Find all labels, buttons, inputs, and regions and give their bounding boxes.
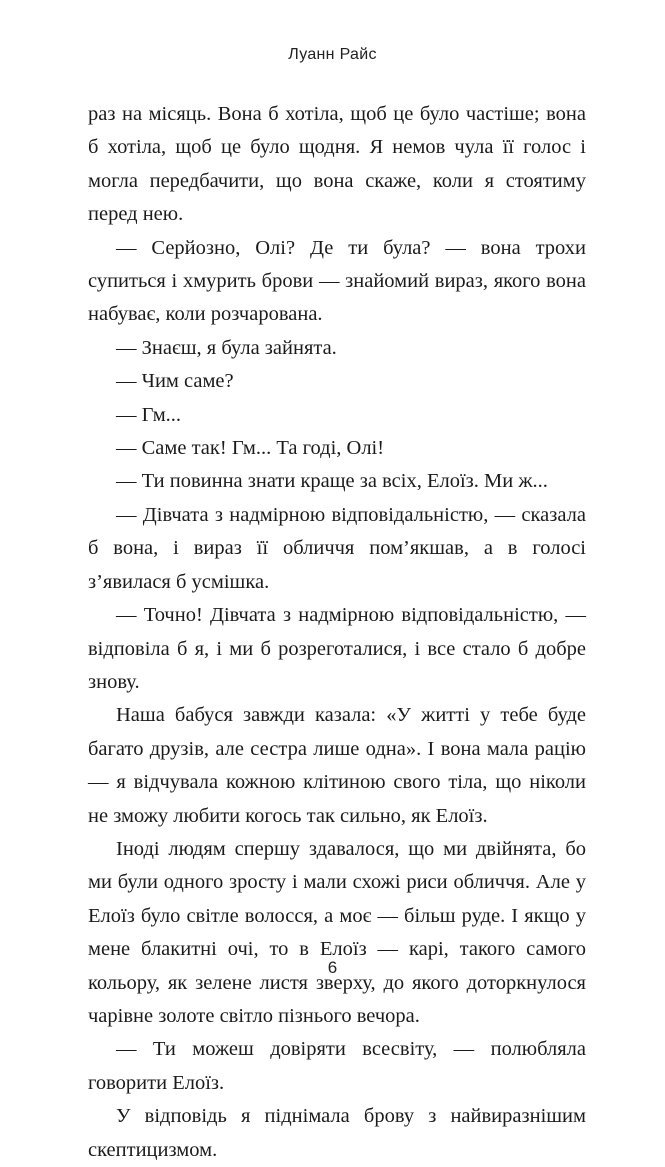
paragraph-2: — Серйозно, Олі? Де ти була? — вона трохи супиться і хмурить брови — знайомий вираз, якого вона набуває, коли розчарована.: [88, 236, 586, 326]
paragraph-8: — Дівчата з надмірною відповідальністю, — сказала б вона, і вираз її обличчя пом’якшав, а в голосі з’явилася б усмішка.: [88, 503, 586, 593]
paragraph-11: Іноді людям спершу здавалося, що ми двійнята, бо ми були одного зросту і мали схожі риси обличчя. Але у Елоїз було світле волосся, а моє — більш руде. І якщо у мене блакитні очі, то в Елоїз — карі, такого самого кольору, як зелене листя зверху, до якого доторкнулося чарівне золоте світло пізнього вечора.: [88, 837, 586, 1027]
paragraph-5: — Гм...: [116, 403, 182, 426]
paragraph-4: — Чим саме?: [116, 370, 234, 393]
paragraph-7: — Ти повинна знати краще за всіх, Елоїз. Ми ж...: [116, 470, 548, 493]
paragraph-12: — Ти можеш довіряти всесвіту, — полюбляла говорити Елоїз.: [88, 1038, 586, 1094]
paragraph-6: — Саме так! Гм... Та годі, Олі!: [116, 437, 385, 460]
paragraph-10: Наша бабуся завжди казала: «У житті у тебе буде багато друзів, але сестра лише одна». І вона мала рацію — я відчувала кожною клітиною свого тіла, що ніколи не зможу любити когось так сильно, як Елоїз.: [88, 704, 586, 827]
paragraph-3: — Знаєш, я була зайнята.: [116, 336, 337, 359]
page-number: 6: [327, 958, 338, 977]
body-text: [88, 98, 586, 1167]
paragraph-1: раз на місяць. Вона б хотіла, щоб це було частіше; вона б хотіла, щоб це було щодня. Я немов чула її голос і могла передбачити, що вона скаже, коли я стоятиму перед нею.: [88, 103, 586, 226]
paragraph-9: — Точно! Дівчата з надмірною відповідальністю, — відповіла б я, і ми б розреготалися, і все стало б добре знову.: [88, 604, 586, 693]
paragraph-13: У відповідь я піднімала брову з найвиразнішим скептицизмом.: [88, 1105, 586, 1161]
running-header: Луанн Райс: [288, 46, 377, 63]
